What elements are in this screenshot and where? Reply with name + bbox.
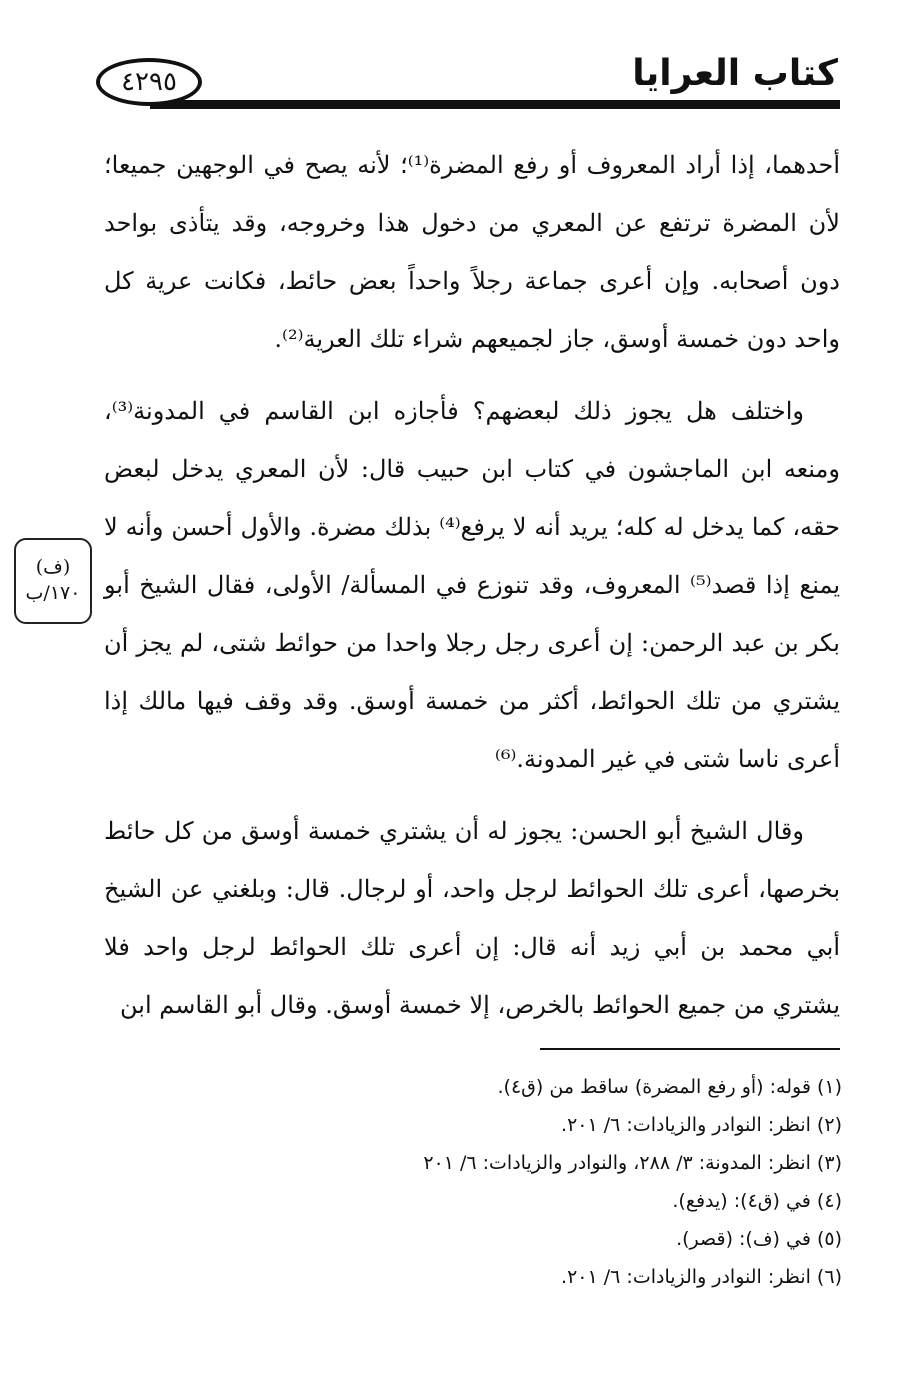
margin-note-folio: ١٧٠/ب: [25, 582, 81, 604]
book-title: كتاب العرايا: [632, 53, 838, 94]
footnote: (٣) انظر: المدونة: ٣/ ٢٨٨، والنوادر والزيادات: ٦/ ٢٠١: [423, 1152, 842, 1174]
page-number: ٤٢٩٥: [121, 67, 177, 97]
footnote: (٥) في (ف): (قصر).: [676, 1228, 842, 1250]
footnote: (٤) في (ق٤): (يدفع).: [672, 1190, 842, 1212]
page-header: [0, 0, 920, 130]
footnote: (١) قوله: (أو رفع المضرة) ساقط من (ق٤).: [497, 1076, 842, 1098]
paragraph: واختلف هل يجوز ذلك لبعضهم؟ فأجازه ابن القاسم في المدونة⁽³⁾، ومنعه ابن الماجشون في كتاب ابن حبيب قال: لأن المعري يدخل لبعض حقه، كما يدخل له كله؛ يريد أنه لا يرفع⁽⁴⁾ بذلك مضرة. والأول أحسن وأنه لا يمنع إذا قصد⁽⁵⁾ المعروف، وقد تنوزع في المسألة/ الأولى، فقال الشيخ أبو بكر بن عبد الرحمن: إن أعرى رجل رجلا واحدا من حوائط شتى، لم يجز أن يشتري من تلك الحوائط، أكثر من خمسة أوسق. وقد وقف فيها مالك إذا أعرى ناسا شتى في غير المدونة.⁽⁶⁾: [104, 397, 841, 773]
margin-note-manuscript: (ف): [35, 556, 71, 579]
footnote: (٢) انظر: النوادر والزيادات: ٦/ ٢٠١.: [561, 1114, 842, 1136]
footnotes: [104, 1068, 842, 1296]
margin-folio-note: [14, 538, 92, 624]
footnote: (٦) انظر: النوادر والزيادات: ٦/ ٢٠١.: [561, 1266, 842, 1288]
paragraph: وقال الشيخ أبو الحسن: يجوز له أن يشتري خمسة أوسق من كل حائط بخرصها، أعرى تلك الحوائط لرجل واحد، أو لرجال. قال: وبلغني عن الشيخ أبي محمد بن أبي زيد أنه قال: إن أعرى تلك الحوائط لرجل واحد فلا يشتري من جميع الحوائط بالخرص، إلا خمسة أوسق. وقال أبو القاسم ابن: [104, 817, 841, 1019]
paragraph: أحدهما، إذا أراد المعروف أو رفع المضرة⁽¹⁾؛ لأنه يصح في الوجهين جميعا؛ لأن المضرة ترتفع عن المعري من دخول هذا وخروجه، وقد يتأذى بواحد دون أصحابه. وإن أعرى جماعة رجلاً واحداً بعض حائط، فكانت عرية كل واحد دون خمسة أوسق، جاز لجميعهم شراء تلك العرية⁽²⁾.: [104, 151, 841, 353]
footnote-separator: [540, 1048, 840, 1050]
body-text: [104, 136, 840, 1048]
header-rule: [150, 100, 840, 109]
page-number-oval: [96, 58, 202, 106]
